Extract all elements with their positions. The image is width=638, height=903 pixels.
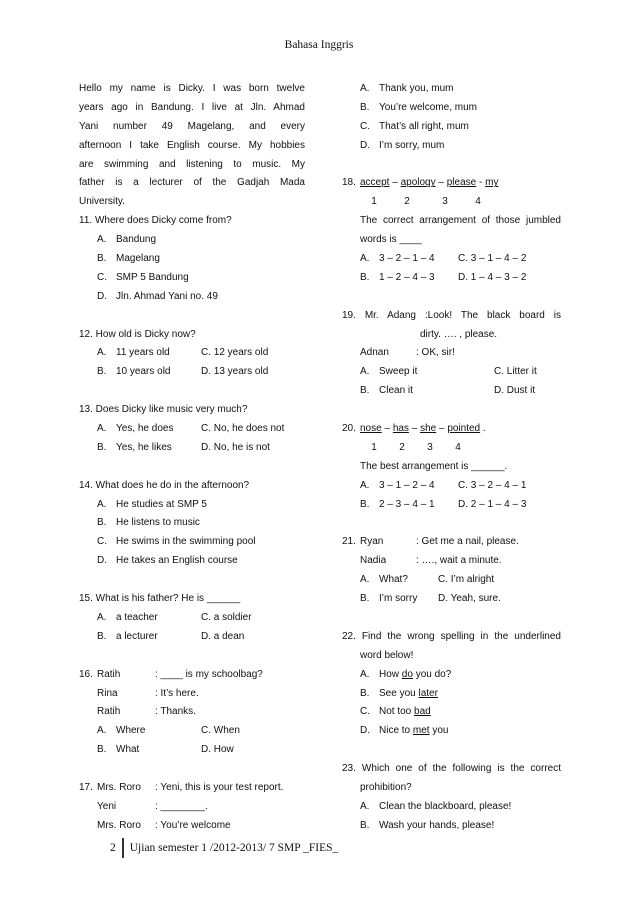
q19-options-bd: B. Clean it D. Dust it: [360, 385, 536, 397]
q23-line: prohibition?: [360, 781, 412, 793]
q16-dialog-line: Ratih : Thanks.: [97, 706, 196, 718]
question-22: 22. Find the wrong spelling in the underlined: [342, 630, 561, 642]
passage-line: father is a lecturer of the Gadjah Mada: [79, 177, 305, 189]
q11-option-b: B. Magelang: [97, 253, 160, 265]
q14-option-d: D. He takes an English course: [97, 555, 238, 567]
passage-line: Hello my name is Dicky. I was born twelve: [79, 83, 305, 94]
page-header: Bahasa Inggris: [284, 39, 354, 51]
page-number: 2: [110, 842, 116, 854]
q19-line: dirty. …. , please.: [420, 328, 498, 340]
q12-options-bd: B. 10 years old D. 13 years old: [97, 366, 269, 378]
passage-line: are swimming and listening to music. My: [79, 158, 305, 170]
q16-options-bd: B. What D. How: [97, 744, 234, 756]
question-16-line: 16. Ratih : ____ is my schoolbag?: [79, 668, 263, 680]
q16-dialog-line: Rina : It’s here.: [97, 687, 199, 699]
q17-option-c: C. That’s all right, mum: [360, 120, 469, 132]
q17-option-b: B. You’re welcome, mum: [360, 101, 478, 113]
passage-line: afternoon I take English course. My hobbies: [79, 139, 305, 151]
q12-options-ac: A. 11 years old C. 12 years old: [97, 347, 269, 359]
q17-option-a: A. Thank you, mum: [360, 83, 454, 94]
question-15: 15. What is his father? He is ______: [79, 593, 241, 605]
footer-divider: [122, 838, 124, 858]
q21-options-ac: A. What? C. I’m alright: [360, 574, 495, 586]
question-23: 23. Which one of the following is the correct: [342, 763, 561, 775]
q17-option-d: D. I’m sorry, mum: [360, 139, 445, 151]
q22-option-a: A. How do you do?: [360, 668, 452, 680]
q21-dialog-line: Nadia : …., wait a minute.: [360, 555, 502, 567]
question-12: 12. How old is Dicky now?: [79, 328, 196, 340]
question-20: 20. nose – has – she – pointed .: [342, 423, 486, 435]
q23-option-a: A. Clean the blackboard, please!: [360, 800, 512, 812]
page-footer: [110, 838, 338, 858]
q20-stem: The best arrangement is ______.: [360, 460, 508, 472]
question-13: 13. Does Dicky like music very much?: [79, 404, 248, 416]
q23-option-b: B. Wash your hands, please!: [360, 819, 495, 831]
q22-option-c: C. Not too bad: [360, 706, 431, 718]
q13-options-bd: B. Yes, he likes D. No, he is not: [97, 441, 270, 453]
question-19: 19. Mr. Adang :Look! The black board is: [342, 309, 561, 321]
passage-line: years ago in Bandung. I live at Jln. Ahmad: [79, 101, 305, 113]
q20-numbers: 1 2 3 4: [371, 441, 461, 453]
q21-options-bd: B. I’m sorry D. Yeah, sure.: [360, 593, 501, 605]
q18-numbers: 1 2 3 4: [371, 196, 481, 208]
q11-option-d: D. Jln. Ahmad Yani no. 49: [97, 290, 218, 302]
q19-options-ac: A. Sweep it C. Litter it: [360, 366, 537, 378]
footer-text: Ujian semester 1 /2012-2013/ 7 SMP _FIES_: [129, 842, 339, 854]
q17-dialog-line: Mrs. Roro : You’re welcome: [97, 819, 231, 831]
question-18: 18. accept – apology – please - my: [342, 177, 499, 189]
q17-dialog-line: Yeni : ________.: [97, 800, 208, 812]
q11-option-a: A. Bandung: [97, 234, 157, 246]
q20-options-bd: B. 2 – 3 – 4 – 1 D. 2 – 1 – 4 – 3: [360, 498, 527, 510]
right-column: [342, 80, 561, 836]
question-14: 14. What does he do in the afternoon?: [79, 479, 250, 491]
q18-options-ac: A. 3 – 2 – 1 – 4 C. 3 – 1 – 4 – 2: [360, 253, 527, 265]
q19-reply: Adnan : OK, sir!: [360, 347, 455, 359]
passage-line: Yani number 49 Magelang, and every: [79, 120, 305, 132]
question-21-line: 21. Ryan : Get me a nail, please.: [342, 536, 519, 548]
question-11: 11. Where does Dicky come from?: [79, 215, 232, 227]
q11-option-c: C. SMP 5 Bandung: [97, 271, 189, 283]
q15-options-bd: B. a lecturer D. a dean: [97, 630, 245, 642]
q18-stem: words is ____: [360, 234, 422, 246]
left-column: [79, 80, 305, 836]
q18-options-bd: B. 1 – 2 – 4 – 3 D. 1 – 4 – 3 – 2: [360, 271, 527, 283]
q18-stem: The correct arrangement of those jumbled: [360, 215, 561, 227]
q13-options-ac: A. Yes, he does C. No, he does not: [97, 423, 285, 435]
q22-option-b: B. See you later: [360, 687, 438, 699]
question-17-line: 17. Mrs. Roro : Yeni, this is your test report.: [79, 781, 284, 793]
passage-line: University.: [79, 196, 125, 208]
q14-option-a: A. He studies at SMP 5: [97, 498, 207, 510]
q16-options-ac: A. Where C. When: [97, 725, 240, 737]
q15-options-ac: A. a teacher C. a soldier: [97, 611, 252, 623]
q22-option-d: D. Nice to met you: [360, 725, 449, 737]
q22-line: word below!: [360, 649, 414, 661]
q14-option-c: C. He swims in the swimming pool: [97, 536, 256, 548]
q20-options-ac: A. 3 – 1 – 2 – 4 C. 3 – 2 – 4 – 1: [360, 479, 527, 491]
q14-option-b: B. He listens to music: [97, 517, 200, 529]
